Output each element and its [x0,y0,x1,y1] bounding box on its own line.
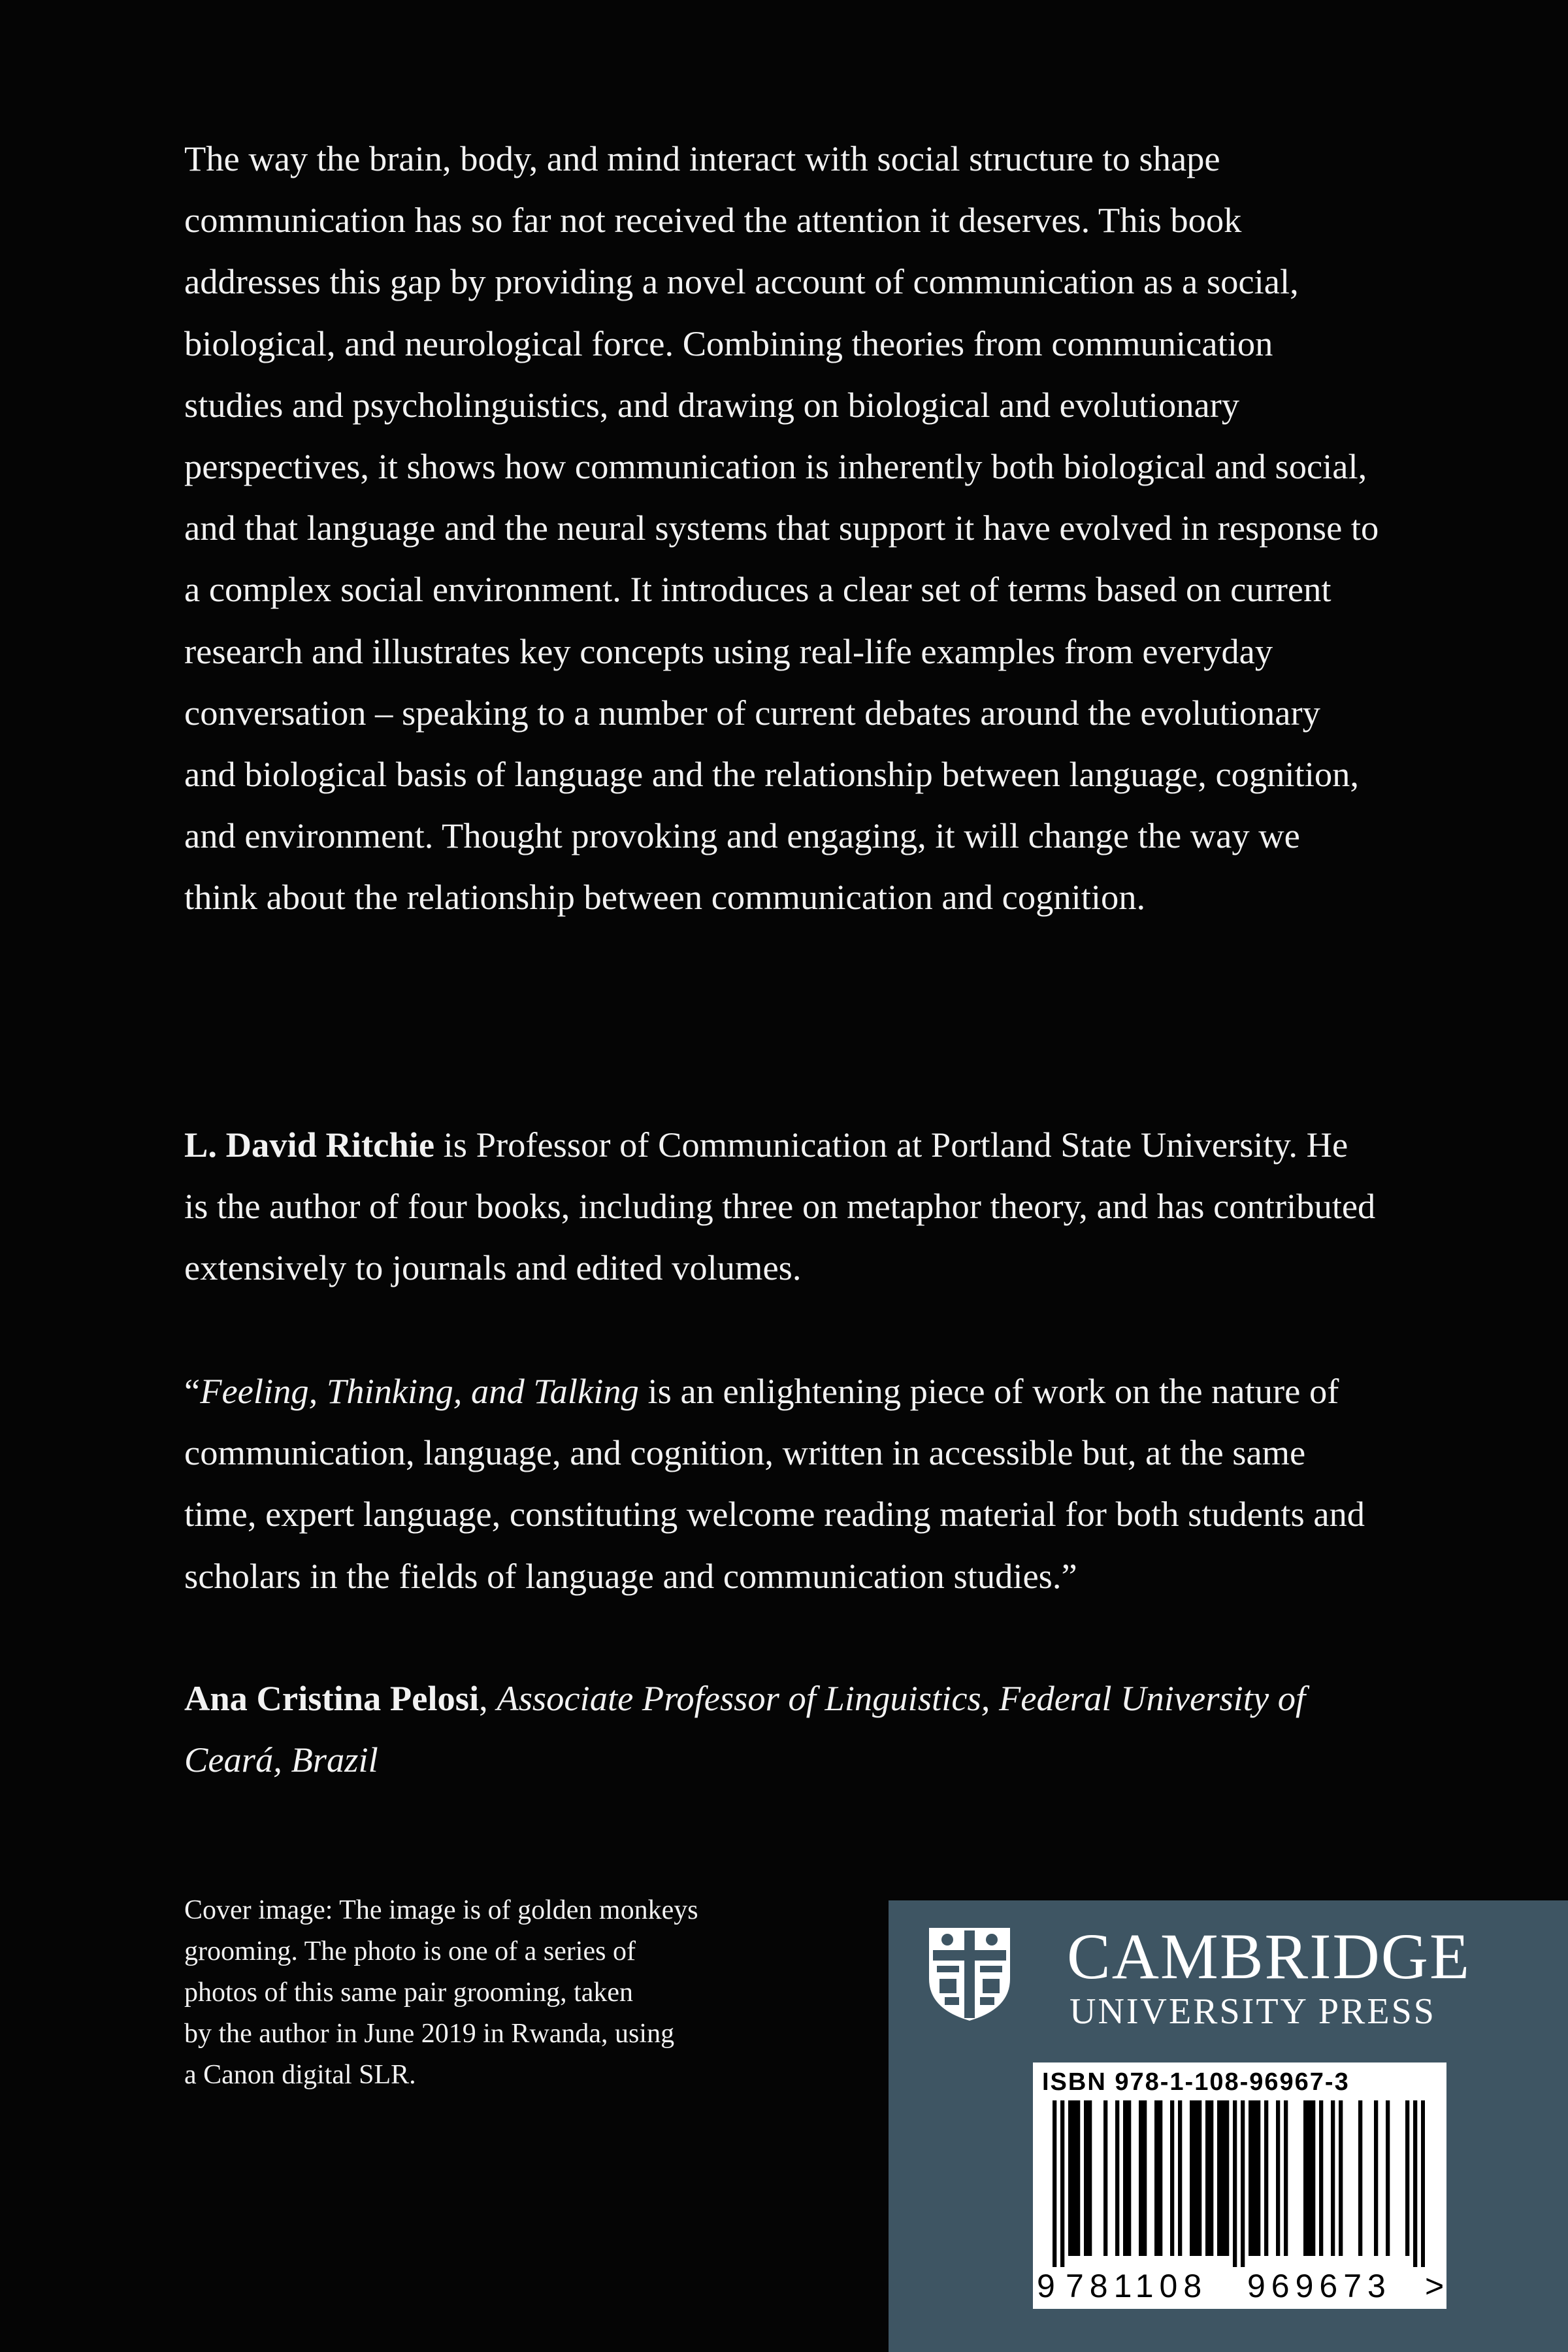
barcode-bar [1405,2100,1409,2256]
publisher-logo [926,1920,1471,2032]
endorser-name: Ana Cristina Pelosi [184,1678,480,1718]
barcode-bar [1084,2100,1088,2256]
isbn-label: ISBN 978-1-108-96967-3 [1042,2068,1350,2096]
barcode-bar [1115,2100,1119,2256]
barcode-bar [1249,2100,1252,2256]
publisher-panel [889,1900,1568,2352]
barcode-bar [1088,2100,1092,2256]
barcode-left-group: 781108 [1066,2268,1208,2304]
barcode-bar [1068,2100,1072,2256]
barcode-bar [1307,2100,1311,2256]
barcode-bar [1241,2100,1245,2267]
book-description: The way the brain, body, and mind interact with social structure to shape communication has so far not received the attention it deserves. This book addresses this gap by providing a novel account of communication as a social, biological, and neurological force. Combining theories from communication studies and psycholinguistics, and drawing on biological and evolutionary perspectives, it shows how communication is inherently both biological and social, and that language and the neural systems that support it have evolved in response to a complex social environment. It introduces a clear set of terms based on current research and illustrates key concepts using real-life examples from everyday conversation – speaking to a number of current debates around the evolutionary and biological basis of language and the relationship between language, cognition, and environment. Thought provoking and engaging, it will change the way we think about the relationship between communication and cognition. [184,139,1379,918]
barcode-bar [1276,2100,1280,2256]
attribution-separator: , [479,1678,497,1718]
barcode-bar [1303,2100,1307,2256]
barcode-bar [1178,2100,1182,2256]
barcode-bar [1190,2100,1194,2256]
barcode-bar [1072,2100,1076,2256]
barcode-bar [1123,2100,1127,2256]
barcode-bar [1205,2100,1209,2256]
publisher-name: CAMBRIDGE [1067,1920,1471,1993]
barcode-bar [1413,2100,1417,2267]
barcode-bar [1060,2100,1064,2267]
barcode-bar [1339,2100,1343,2256]
barcode-bar [1233,2100,1237,2267]
author-bio [184,1114,1380,1299]
barcode-bar [1198,2100,1201,2256]
credit-line: photos of this same pair grooming, taken [184,1978,634,2008]
credit-line: a Canon digital SLR. [184,2060,416,2090]
endorsement-quote [184,1361,1380,1607]
barcode-bar [1053,2100,1056,2267]
cover-image-credit [184,1890,838,2096]
barcode-bar [1421,2100,1425,2267]
barcode-number [1033,2266,1446,2306]
barcode-trailer: > [1425,2268,1445,2304]
barcode-bar [1209,2100,1213,2256]
author-bio-text: is Professor of Communication at Portland State University. He is the author of four books, including three on metaphor theory, and has contributed extensively to journals and edited volumes. [184,1125,1376,1288]
barcode-bar [1252,2100,1256,2256]
barcode-bar [1311,2100,1315,2256]
barcode-lead-digit: 9 [1037,2268,1055,2304]
barcode-right-group: 969673 [1247,2268,1392,2304]
barcode-bar [1154,2100,1158,2256]
endorser-affiliation: Associate Professor of Linguistics, Federal University of Ceará, Brazil [184,1678,1306,1780]
endorsement-text: is an enlightening piece of work on the nature of communication, language, and cognition, written in accessible but, at the same time, expert language, constituting welcome reading material for both students and scholars in the fields of language and communication studies.” [184,1371,1365,1596]
barcode-bar [1284,2100,1288,2256]
barcode-bar [1256,2100,1260,2256]
barcode-bar [1386,2100,1390,2256]
barcode-bar [1127,2100,1131,2256]
barcode-bar [1331,2100,1335,2256]
barcode-bars [1053,2100,1425,2267]
barcode-bar [1264,2100,1268,2256]
cambridge-shield-icon [926,1925,1013,2023]
barcode-bar [1158,2100,1162,2256]
barcode-bar [1217,2100,1221,2256]
barcode-bar [1194,2100,1198,2256]
publisher-subname: UNIVERSITY PRESS [1070,1991,1436,2032]
barcode-bar [1103,2100,1107,2256]
barcode-bar [1139,2100,1143,2256]
barcode-bar [1374,2100,1378,2256]
barcode-bar [1076,2100,1080,2256]
barcode-bar [1143,2100,1147,2256]
barcode-bar [1221,2100,1225,2256]
credit-line: Cover image: The image is of golden monkeys [184,1895,698,1925]
credit-line: grooming. The photo is one of a series of [184,1936,636,1966]
barcode-bar [1319,2100,1323,2256]
quoted-book-title: Feeling, Thinking, and Talking [200,1371,639,1411]
barcode-bar [1358,2100,1362,2256]
endorsement-attribution [184,1668,1380,1791]
credit-line: by the author in June 2019 in Rwanda, using [184,2019,675,2049]
author-name: L. David Ritchie [184,1125,435,1165]
barcode-bar [1225,2100,1229,2256]
barcode-bar [1170,2100,1174,2256]
open-quote-mark: “ [184,1371,201,1411]
isbn-barcode [1033,2062,1446,2309]
